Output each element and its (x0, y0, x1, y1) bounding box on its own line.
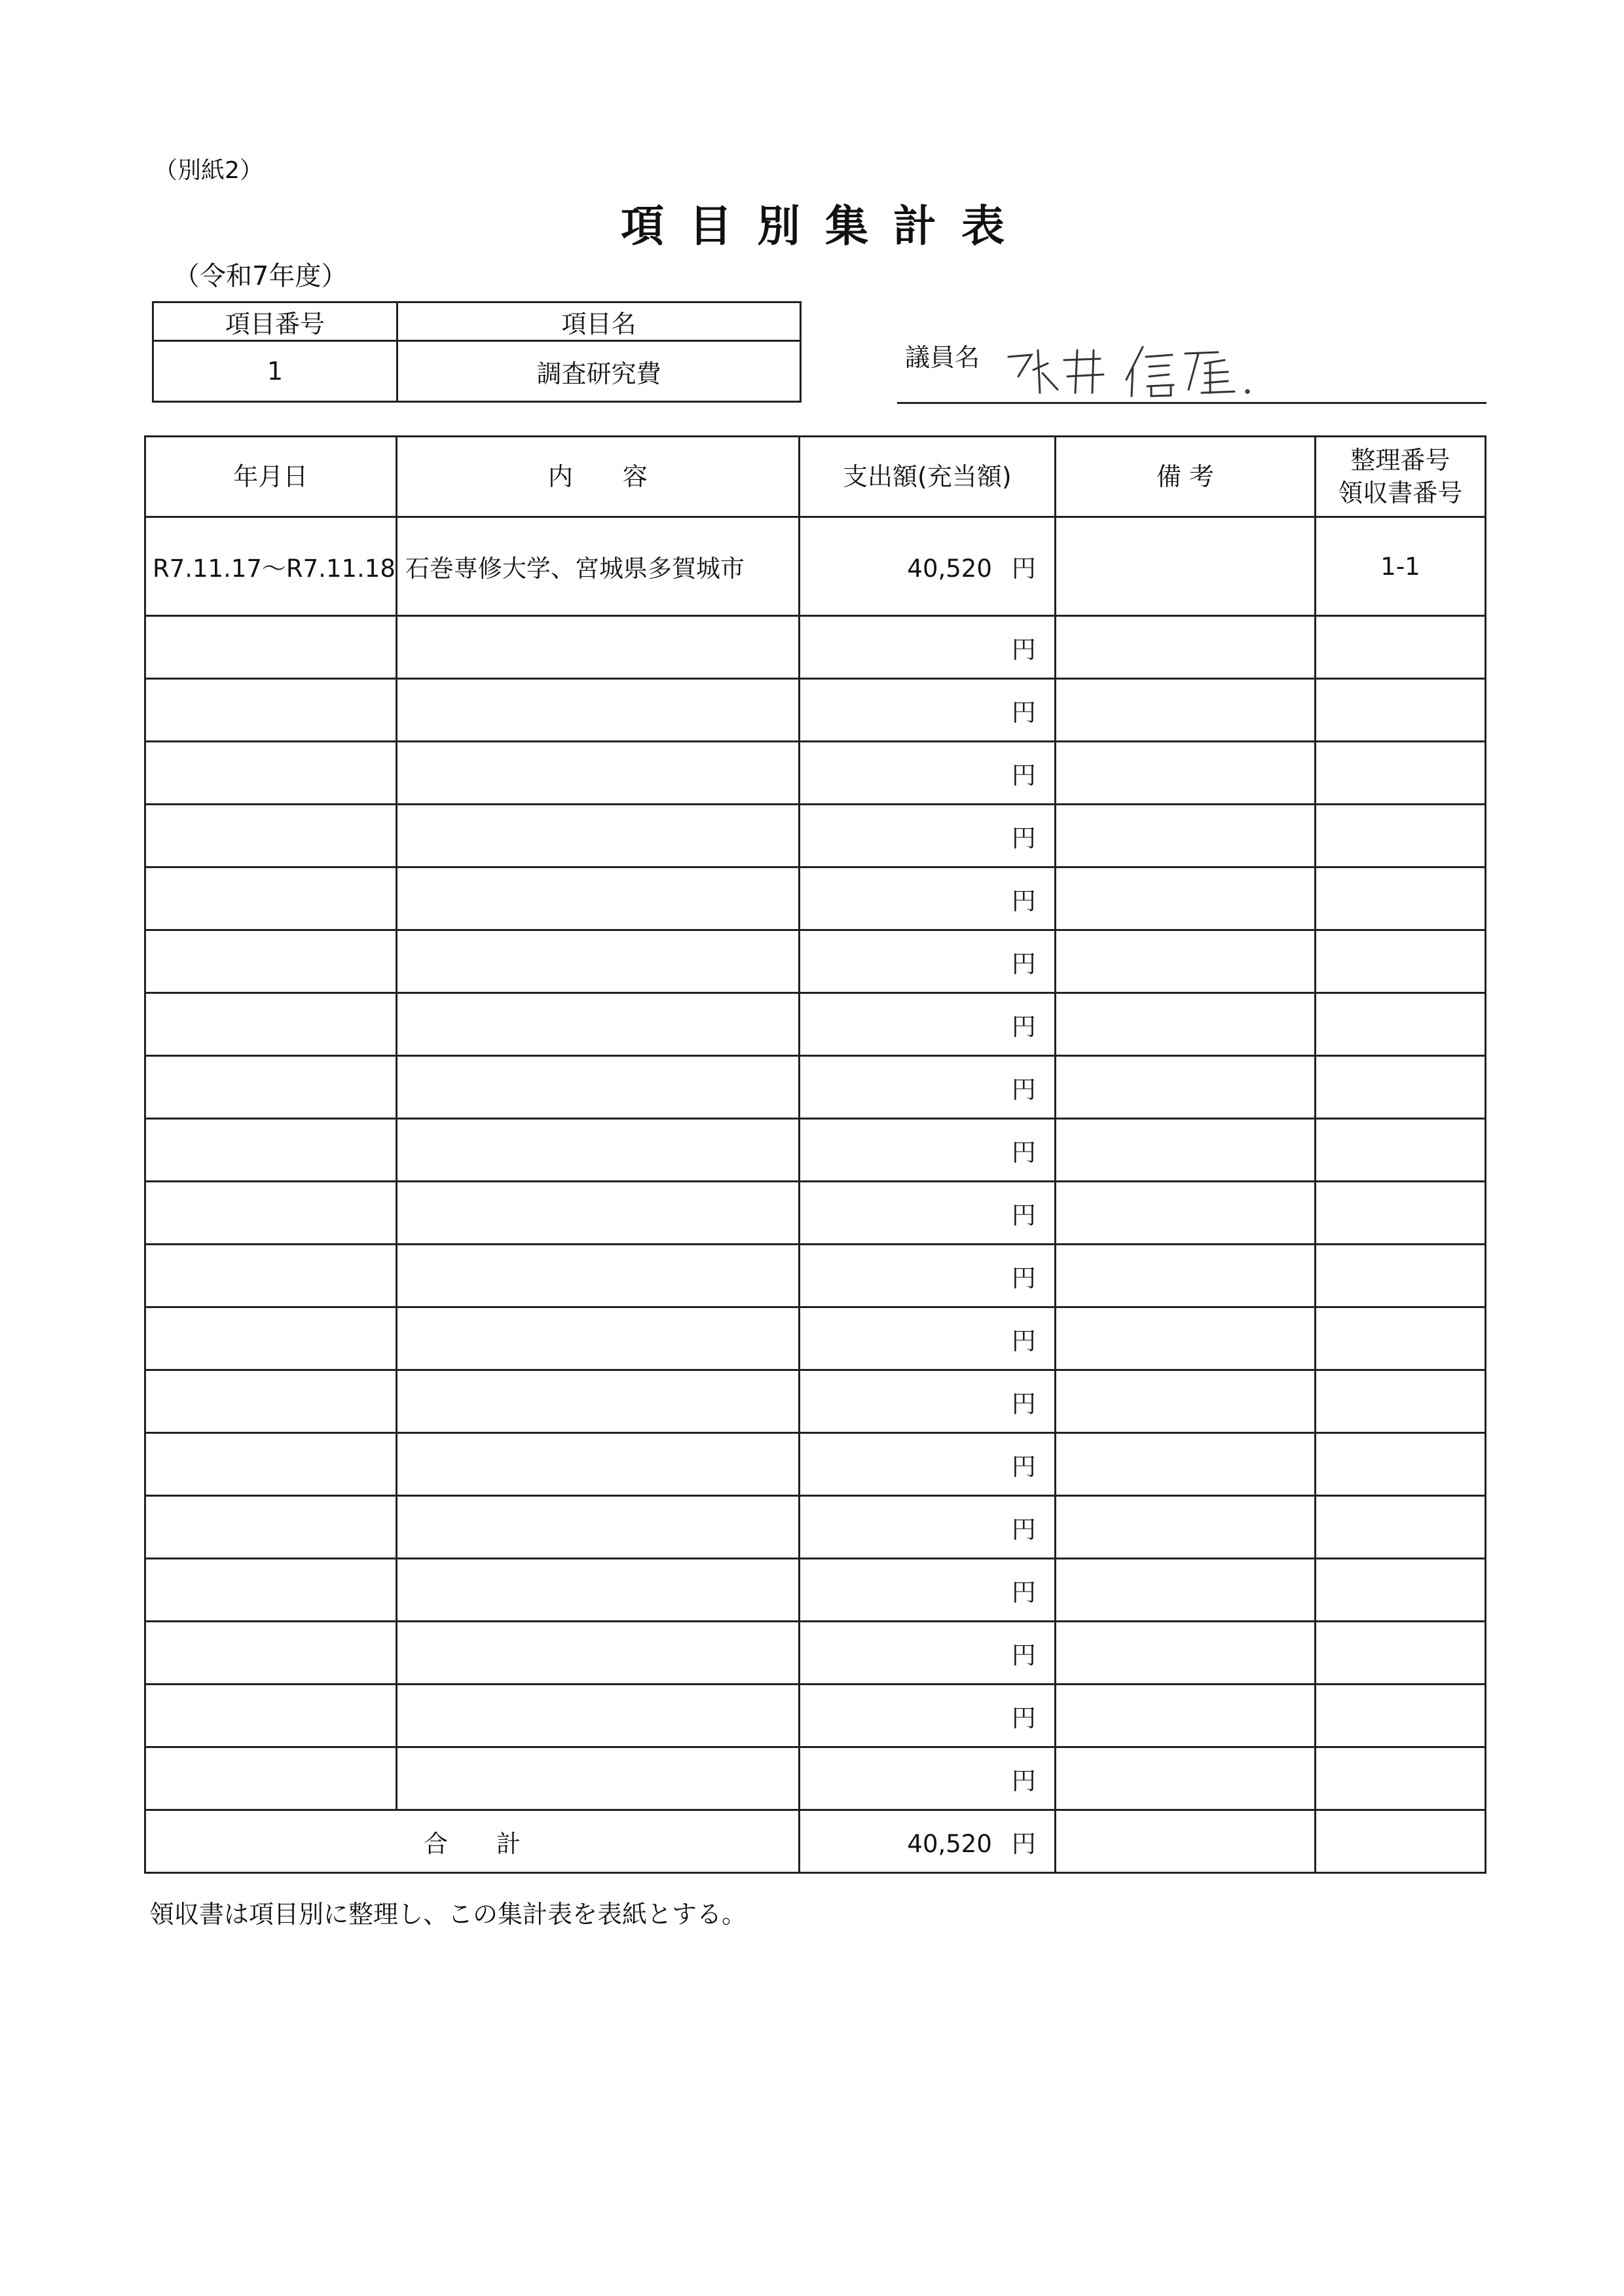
table-row (145, 1559, 1486, 1622)
ref-header (1315, 437, 1485, 517)
row-date (145, 679, 397, 742)
row-yen-label: 円 (1011, 1452, 1036, 1481)
row-content (396, 1119, 799, 1182)
row-content (396, 1182, 799, 1245)
row-yen-label: 円 (1011, 1389, 1036, 1418)
table-row (145, 867, 1486, 930)
row-content: 石巻専修大学、宮城県多賀城市 (396, 517, 799, 616)
row-amount-cell (799, 993, 1055, 1056)
row-date (145, 1056, 397, 1119)
row-yen-label: 円 (1011, 1766, 1036, 1795)
row-ref: 1-1 (1315, 517, 1485, 616)
row-remarks (1055, 1182, 1315, 1245)
attachment-label: （別紙2） (154, 157, 263, 184)
row-remarks (1055, 1370, 1315, 1433)
footnote: 領収書は項目別に整理し、この集計表を表紙とする。 (149, 1900, 747, 1929)
row-date (145, 616, 397, 679)
row-ref (1315, 742, 1485, 805)
table-row (145, 1307, 1486, 1370)
table-row (145, 1685, 1486, 1747)
row-content (396, 993, 799, 1056)
row-date (145, 742, 397, 805)
row-amount-cell (799, 1182, 1055, 1245)
ref-header-line1: 整理番号 (1350, 446, 1450, 475)
row-amount-cell (799, 1056, 1055, 1119)
row-content (396, 867, 799, 930)
row-amount-cell (799, 1370, 1055, 1433)
row-date (145, 805, 397, 867)
row-yen-label: 円 (1011, 949, 1036, 978)
ref-header-line2: 領収書番号 (1338, 479, 1463, 507)
table-row (145, 742, 1486, 805)
item-table (152, 301, 802, 403)
row-date (145, 930, 397, 993)
content-header: 内 容 (396, 437, 799, 517)
row-remarks (1055, 1747, 1315, 1810)
row-date (145, 1622, 397, 1685)
row-date (145, 1496, 397, 1559)
row-remarks (1055, 1056, 1315, 1119)
total-amount-cell (799, 1810, 1055, 1873)
row-date (145, 1747, 397, 1810)
row-amount-cell (799, 1119, 1055, 1182)
row-ref (1315, 1056, 1485, 1119)
row-content (396, 1559, 799, 1622)
row-content (396, 1056, 799, 1119)
item-number-cell: 1 (153, 341, 397, 402)
item-name-header: 項目名 (397, 302, 801, 341)
row-amount-cell (799, 742, 1055, 805)
row-ref (1315, 1747, 1485, 1810)
table-row (145, 1496, 1486, 1559)
row-amount-cell (799, 867, 1055, 930)
row-content (396, 1496, 799, 1559)
row-remarks (1055, 1685, 1315, 1747)
row-amount-cell (799, 1685, 1055, 1747)
row-ref (1315, 1496, 1485, 1559)
row-date (145, 1433, 397, 1496)
table-row (145, 993, 1486, 1056)
row-remarks (1055, 993, 1315, 1056)
row-yen-label: 円 (1011, 1012, 1036, 1041)
table-row (145, 616, 1486, 679)
row-content (396, 1622, 799, 1685)
row-ref (1315, 1307, 1485, 1370)
row-amount-cell (799, 517, 1055, 616)
row-date (145, 867, 397, 930)
date-header: 年月日 (145, 437, 397, 517)
row-yen-label: 円 (1011, 1515, 1036, 1544)
row-remarks (1055, 1245, 1315, 1307)
row-yen-label: 円 (1011, 1641, 1036, 1669)
total-yen-label: 円 (1011, 1829, 1036, 1858)
row-remarks (1055, 616, 1315, 679)
table-row (145, 805, 1486, 867)
row-remarks (1055, 805, 1315, 867)
row-remarks (1055, 1119, 1315, 1182)
row-content (396, 930, 799, 993)
row-amount-cell (799, 679, 1055, 742)
row-content (396, 1370, 799, 1433)
row-amount-cell (799, 1307, 1055, 1370)
row-remarks (1055, 1433, 1315, 1496)
fiscal-year-label: （令和7年度） (174, 261, 348, 291)
row-date (145, 1245, 397, 1307)
expense-table (144, 435, 1486, 1874)
row-content (396, 1685, 799, 1747)
row-yen-label: 円 (1011, 1578, 1036, 1607)
page-title: 項目別集計表 (621, 201, 1029, 251)
row-remarks (1055, 517, 1315, 616)
item-number-header: 項目番号 (153, 302, 397, 341)
row-yen-label: 円 (1011, 1075, 1036, 1104)
row-yen-label: 円 (1011, 1201, 1036, 1230)
row-date (145, 993, 397, 1056)
table-row (145, 517, 1486, 616)
row-ref (1315, 1622, 1485, 1685)
total-remarks-cell (1055, 1810, 1315, 1873)
row-content (396, 742, 799, 805)
row-content (396, 1747, 799, 1810)
row-yen-label: 円 (1011, 698, 1036, 727)
row-amount-cell (799, 930, 1055, 993)
row-yen-label: 円 (1011, 1704, 1036, 1732)
row-ref (1315, 1119, 1485, 1182)
item-name-cell: 調査研究費 (397, 341, 801, 402)
table-row (145, 930, 1486, 993)
row-content (396, 805, 799, 867)
row-remarks (1055, 1496, 1315, 1559)
row-content (396, 1307, 799, 1370)
total-label: 合 計 (145, 1810, 800, 1873)
row-yen-label: 円 (1011, 635, 1036, 664)
row-date (145, 1559, 397, 1622)
row-ref (1315, 805, 1485, 867)
table-row (145, 1056, 1486, 1119)
member-name-underline (897, 402, 1486, 404)
row-content (396, 1433, 799, 1496)
table-row (145, 1622, 1486, 1685)
row-date (145, 1685, 397, 1747)
row-yen-label: 円 (1011, 555, 1036, 583)
member-name-label: 議員名 (905, 343, 980, 372)
table-row (145, 1433, 1486, 1496)
total-amount: 40,520 (907, 1829, 992, 1858)
row-amount-cell (799, 805, 1055, 867)
row-ref (1315, 1245, 1485, 1307)
row-date (145, 1370, 397, 1433)
row-yen-label: 円 (1011, 1138, 1036, 1167)
row-remarks (1055, 1307, 1315, 1370)
total-ref-cell (1315, 1810, 1485, 1873)
row-ref (1315, 1559, 1485, 1622)
row-content (396, 1245, 799, 1307)
row-remarks (1055, 742, 1315, 805)
table-row (145, 1182, 1486, 1245)
row-yen-label: 円 (1011, 886, 1036, 915)
row-amount-cell (799, 1245, 1055, 1307)
row-yen-label: 円 (1011, 1326, 1036, 1355)
table-row (145, 1119, 1486, 1182)
table-body (145, 517, 1486, 1810)
row-amount-cell (799, 1622, 1055, 1685)
row-amount-cell (799, 616, 1055, 679)
row-yen-label: 円 (1011, 1264, 1036, 1292)
remarks-header: 備 考 (1055, 437, 1315, 517)
row-ref (1315, 1182, 1485, 1245)
row-ref (1315, 867, 1485, 930)
row-content (396, 616, 799, 679)
handwritten-signature (1002, 340, 1297, 399)
table-row (145, 679, 1486, 742)
row-yen-label: 円 (1011, 761, 1036, 790)
row-ref (1315, 1370, 1485, 1433)
row-ref (1315, 930, 1485, 993)
amount-header: 支出額(充当額) (799, 437, 1055, 517)
row-remarks (1055, 1559, 1315, 1622)
row-content (396, 679, 799, 742)
row-amount: 40,520 (907, 555, 992, 583)
row-date (145, 1119, 397, 1182)
row-amount-cell (799, 1496, 1055, 1559)
row-amount-cell (799, 1747, 1055, 1810)
table-row (145, 1747, 1486, 1810)
row-remarks (1055, 867, 1315, 930)
row-yen-label: 円 (1011, 824, 1036, 852)
row-date (145, 1182, 397, 1245)
row-date (145, 1307, 397, 1370)
row-amount-cell (799, 1559, 1055, 1622)
row-amount-cell (799, 1433, 1055, 1496)
row-ref (1315, 679, 1485, 742)
row-date: R7.11.17～R7.11.18 (145, 517, 397, 616)
row-ref (1315, 1433, 1485, 1496)
table-row (145, 1245, 1486, 1307)
row-ref (1315, 1685, 1485, 1747)
row-remarks (1055, 930, 1315, 993)
table-row (145, 1370, 1486, 1433)
row-remarks (1055, 679, 1315, 742)
row-ref (1315, 616, 1485, 679)
row-remarks (1055, 1622, 1315, 1685)
row-ref (1315, 993, 1485, 1056)
